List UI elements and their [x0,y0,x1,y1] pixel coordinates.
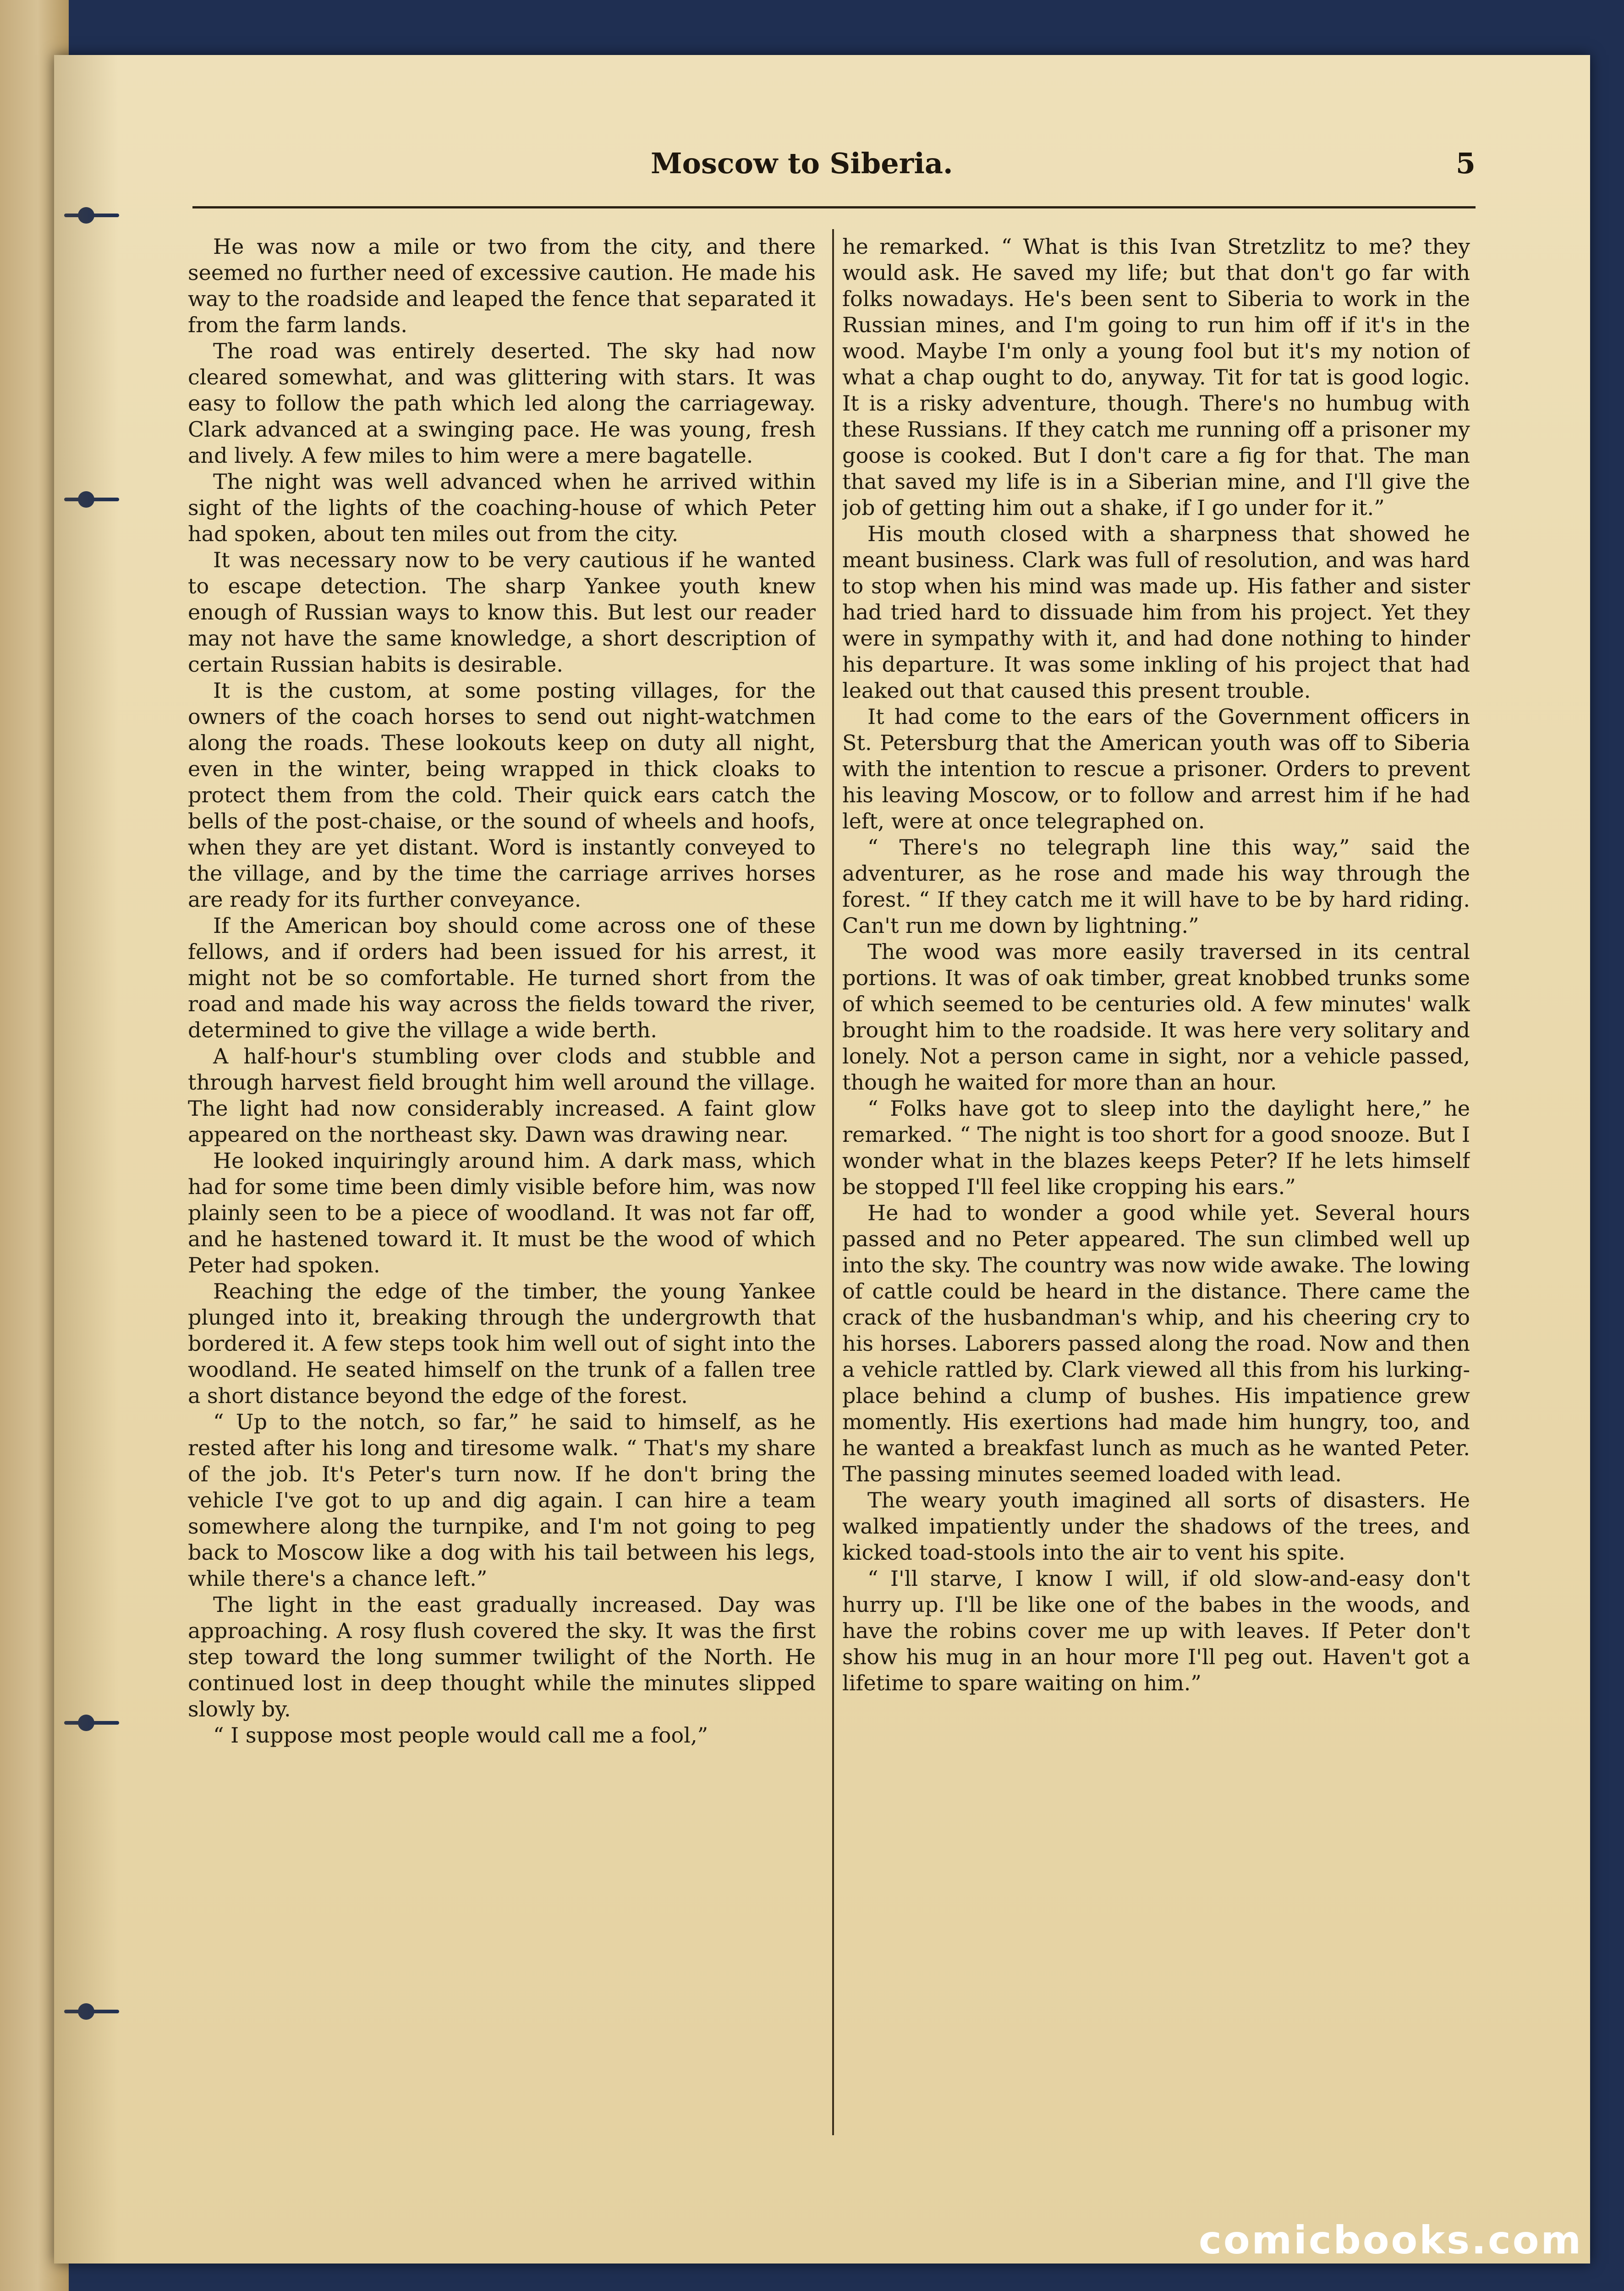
paragraph: The road was entirely deserted. The sky had now cleared somewhat, and was glittering with stars. It was easy to follow the path which led along the carriageway. Clark advanced at a swinging pace. He was young, fresh and lively. A few miles to him were a mere bagatelle. [188,339,816,468]
paragraph: He was now a mile or two from the city, and there seemed no further need of excessive caution. He made his way to the roadside and leaped the fence that separated it from the farm lands. [188,234,816,337]
paragraph: The night was well advanced when he arrived within sight of the lights of the coaching-house of which Peter had spoken, about ten miles out from the city. [188,469,816,546]
binding-stitch [64,2002,119,2021]
binding-stitch [64,1714,119,1732]
paragraph: The light in the east gradually increased. Day was approaching. A rosy flush covered the sky. It was the first step toward the long summer twilight of the North. He continued lost in deep thought while the minutes slipped slowly by. [188,1592,816,1721]
paragraph: His mouth closed with a sharpness that showed he meant business. Clark was full of resolution, and was hard to stop when his mind was made up. His father and sister had tried hard to dissuade him from his project. Yet they were in sympathy with it, and had done nothing to hinder his departure. It was some inkling of his project that had leaked out that caused this present trouble. [842,521,1470,703]
page-number: 5 [1455,147,1476,180]
binding-stitch [64,206,119,225]
paragraph: A half-hour's stumbling over clods and stubble and through harvest field brought him well around the village. The light had now considerably increased. A faint glow appeared on the northeast sky. Dawn was drawing near. [188,1044,816,1147]
paragraph: It is the custom, at some posting villages, for the owners of the coach horses to send out night-watchmen along the roads. These lookouts keep on duty all night, even in the winter, being wrapped in thick cloaks to protect them from the cold. Their quick ears catch the bells of the post-chaise, or the sound of wheels and hoofs, when they are yet distant. Word is instantly conveyed to the village, and by the time the carriage arrives horses are ready for its further conveyance. [188,678,816,912]
column-divider [832,229,834,2135]
paragraph: If the American boy should come across one of these fellows, and if orders had been issued for his arrest, it might not be so comfortable. He turned short from the road and made his way across the fields toward the river, determined to give the village a wide berth. [188,913,816,1042]
paragraph: He had to wonder a good while yet. Several hours passed and no Peter appeared. The sun climbed well up into the sky. The country was now wide awake. The lowing of cattle could be heard in the distance. There came the crack of the husbandman's whip, and his cheering cry to his horses. Laborers passed along the road. Now and then a vehicle rattled by. Clark viewed all this from his lurking-place behind a clump of bushes. His impatience grew momently. His exertions had made him hungry, too, and he wanted a breakfast lunch as much as he wanted Peter. The passing minutes seemed loaded with lead. [842,1200,1470,1486]
paragraph: It had come to the ears of the Government officers in St. Petersburg that the American youth was off to Siberia with the intention to rescue a prisoner. Orders to prevent his leaving Moscow, or to follow and arrest him if he had left, were at once telegraphed on. [842,704,1470,833]
paragraph: “ I'll starve, I know I will, if old slow-and-easy don't hurry up. I'll be like one of the babes in the woods, and have the robins cover me up with leaves. If Peter don't show his mug in an hour more I'll peg out. Haven't got a lifetime to spare waiting on him.” [842,1566,1470,1695]
left-text-column [188,234,816,2126]
paragraph: “ There's no telegraph line this way,” said the adventurer, as he rose and made his way through the forest. “ If they catch me it will have to be by hard riding. Can't run me down by lightning.” [842,835,1470,938]
paragraph: It was necessary now to be very cautious if he wanted to escape detection. The sharp Yankee youth knew enough of Russian ways to know this. But lest our reader may not have the same knowledge, a short description of certain Russian habits is desirable. [188,548,816,677]
binding-stitch [64,490,119,509]
running-header [192,137,1476,197]
page-title: Moscow to Siberia. [651,147,953,180]
paragraph: He looked inquiringly around him. A dark mass, which had for some time been dimly visible before him, was now plainly seen to be a piece of woodland. It was not far off, and he hastened toward it. It must be the wood of which Peter had spoken. [188,1148,816,1277]
paragraph: “ I suppose most people would call me a fool,” [213,1723,708,1748]
right-text-column [842,234,1470,2126]
paragraph: “ Folks have got to sleep into the daylight here,” he remarked. “ The night is too short for a good snooze. But I wonder what in the blazes keeps Peter? If he lets himself be stopped I'll feel like cropping his ears.” [842,1096,1470,1199]
paragraph: he remarked. “ What is this Ivan Stretzlitz to me? they would ask. He saved my life; but that don't go far with folks nowadays. He's been sent to Siberia to work in the Russian mines, and I'm going to run him off if it's in the wood. Maybe I'm only a young fool but it's my notion of what a chap ought to do, anyway. Tit for tat is good logic. It is a risky adventure, though. There's no humbug with these Russians. If they catch me running off a prisoner my goose is cooked. But I don't care a fig for that. The man that saved my life is in a Siberian mine, and I'll give the job of getting him out a shake, if I go under for it.” [842,234,1470,520]
paragraph: Reaching the edge of the timber, the young Yankee plunged into it, breaking through the undergrowth that bordered it. A few steps took him well out of sight into the woodland. He seated himself on the trunk of a fallen tree a short distance beyond the edge of the forest. [188,1279,816,1408]
paragraph: “ Up to the notch, so far,” he said to himself, as he rested after his long and tiresome walk. “ That's my share of the job. It's Peter's turn now. If he don't bring the vehicle I've got to up and dig again. I can hire a team somewhere along the turnpike, and I'm not going to peg back to Moscow like a dog with his tail between his legs, while there's a chance left.” [188,1409,816,1591]
paragraph: The wood was more easily traversed in its central portions. It was of oak timber, great knobbed trunks some of which seemed to be centuries old. A few minutes' walk brought him to the roadside. It was here very solitary and lonely. Not a person came in sight, nor a vehicle passed, though he waited for more than an hour. [842,939,1470,1095]
header-rule [192,206,1476,208]
paragraph: The weary youth imagined all sorts of disasters. He walked impatiently under the shadows of the trees, and kicked toad-stools into the air to vent his spite. [842,1488,1470,1565]
site-watermark: comicbooks.com [1199,2218,1583,2263]
